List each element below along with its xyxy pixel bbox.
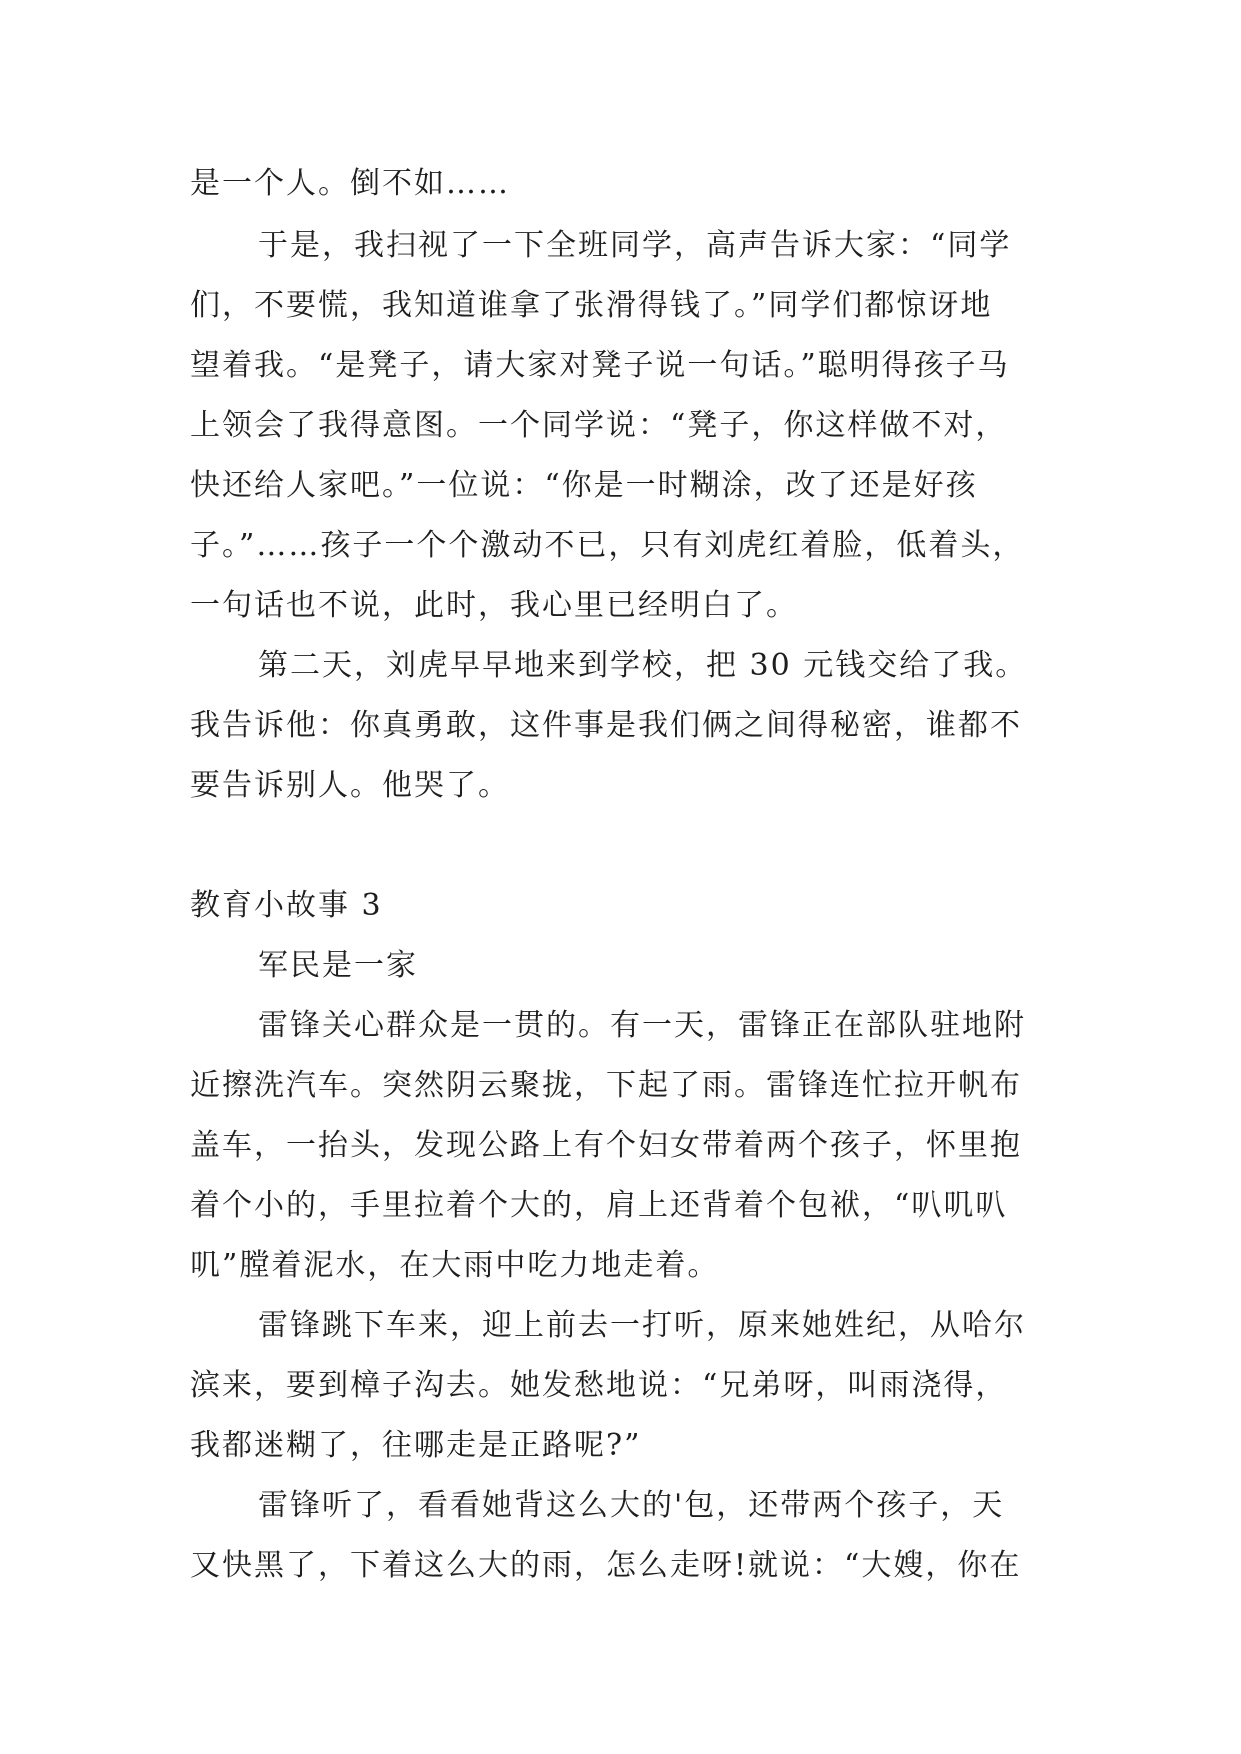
text-line: 望着我。“是凳子，请大家对凳子说一句话。”聪明得孩子马 <box>190 348 1010 383</box>
text-line: 子。”……孩子一个个激动不已，只有刘虎红着脸，低着头， <box>190 528 1025 563</box>
story-title: 军民是一家 <box>258 948 418 983</box>
text-line: 一句话也不说，此时，我心里已经明白了。 <box>190 588 798 623</box>
text-line: 叽”膛着泥水，在大雨中吃力地走着。 <box>190 1248 720 1283</box>
text-line: 雷锋关心群众是一贯的。有一天，雷锋正在部队驻地附 <box>258 1008 1026 1043</box>
text-line: 是一个人。倒不如…… <box>190 166 510 201</box>
text-line: 们，不要慌，我知道谁拿了张滑得钱了。”同学们都惊讶地 <box>190 288 993 323</box>
text-line: 滨来，要到樟子沟去。她发愁地说：“兄弟呀，叫雨浇得， <box>190 1368 1008 1403</box>
text-line: 快还给人家吧。”一位说：“你是一时糊涂，改了还是好孩 <box>190 468 978 503</box>
text-line: 又快黑了，下着这么大的雨，怎么走呀!就说：“大嫂，你在 <box>190 1548 1022 1583</box>
text-line: 要告诉别人。他哭了。 <box>190 768 510 803</box>
text-line: 雷锋听了，看看她背这么大的'包，还带两个孩子，天 <box>258 1488 1005 1523</box>
text-line: 我告诉他：你真勇敢，这件事是我们俩之间得秘密，谁都不 <box>190 708 1022 743</box>
text-line: 上领会了我得意图。一个同学说：“凳子，你这样做不对， <box>190 408 1008 443</box>
text-line: 着个小的，手里拉着个大的，肩上还背着个包袱，“叭叽叭 <box>190 1188 1008 1223</box>
text-line: 我都迷糊了，往哪走是正路呢?” <box>190 1428 642 1463</box>
text-line: 雷锋跳下车来，迎上前去一打听，原来她姓纪，从哈尔 <box>258 1308 1026 1343</box>
text-line: 盖车，一抬头，发现公路上有个妇女带着两个孩子，怀里抱 <box>190 1128 1022 1163</box>
text-line: 近擦洗汽车。突然阴云聚拢，下起了雨。雷锋连忙拉开帆布 <box>190 1068 1022 1103</box>
section-heading: 教育小故事 3 <box>190 888 383 923</box>
text-line: 于是，我扫视了一下全班同学，高声告诉大家：“同学 <box>258 228 1012 263</box>
text-line: 第二天，刘虎早早地来到学校，把 30 元钱交给了我。 <box>258 648 1028 683</box>
